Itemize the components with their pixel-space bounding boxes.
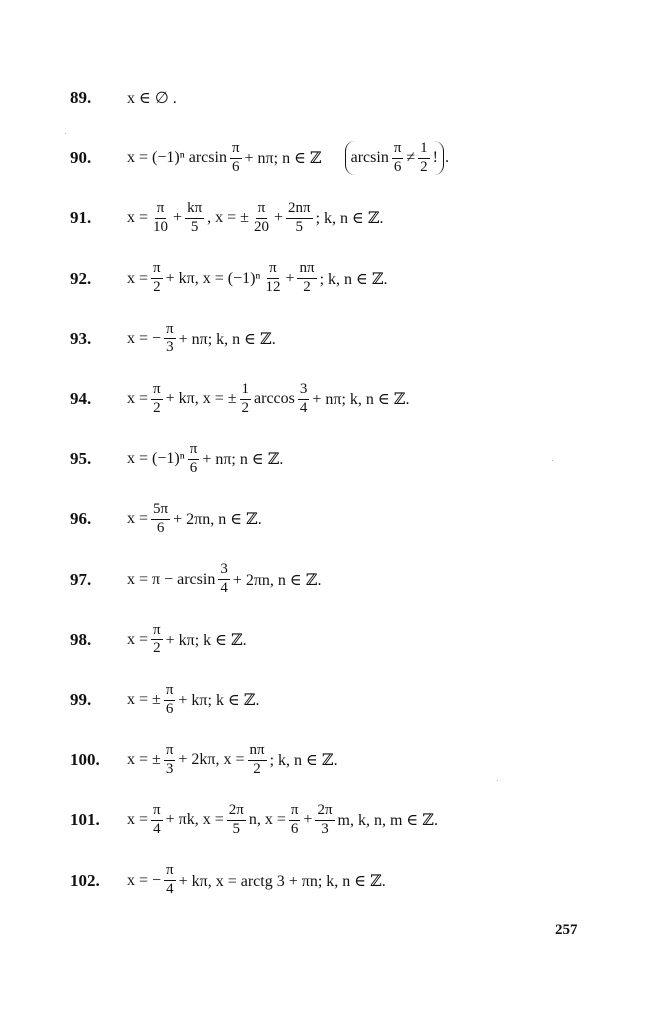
problem-number: 93. (70, 328, 92, 348)
fraction-denominator: 6 (231, 158, 240, 175)
problem-number: 101. (70, 810, 100, 830)
fraction-denominator: 2 (420, 158, 428, 175)
answer-formula (126, 141, 450, 176)
fraction (151, 803, 163, 838)
fraction (188, 442, 200, 477)
fraction-denominator: 3 (166, 339, 174, 356)
formula-text: + kπ; k ∈ ℤ. (178, 692, 260, 709)
formula-text: ≠ (406, 149, 416, 167)
fraction (298, 382, 310, 417)
formula-text: ; k, n ∈ ℤ. (319, 270, 388, 288)
formula-text: + nπ; k, n ∈ ℤ. (178, 330, 276, 348)
fraction-denominator: 20 (253, 218, 269, 235)
fraction (164, 683, 176, 718)
formula-text: + (173, 209, 183, 227)
problem-number: 102. (70, 870, 100, 890)
formula-text: + (285, 269, 295, 287)
answer-item (70, 198, 385, 238)
fraction (164, 743, 176, 778)
fraction (252, 201, 271, 236)
answer-formula (126, 322, 277, 357)
answer-formula (126, 88, 178, 108)
fraction-denominator: 4 (220, 580, 228, 597)
fraction-numerator: 1 (418, 141, 430, 159)
formula-text: x = (−1)ⁿ arcsin (127, 149, 227, 167)
fraction-numerator: π (392, 141, 404, 159)
answer-formula (126, 201, 385, 236)
fraction-denominator: 6 (189, 459, 198, 476)
fraction (218, 562, 230, 597)
scan-speck (65, 133, 66, 134)
fraction-numerator: π (164, 863, 176, 881)
fraction (164, 863, 176, 898)
fraction-denominator: 5 (232, 820, 241, 837)
problem-number: 90. (70, 148, 92, 168)
answer-item (70, 560, 322, 600)
fraction (392, 141, 404, 176)
answer-item (70, 680, 260, 720)
fraction-denominator: 2 (153, 279, 161, 296)
fraction (151, 382, 163, 417)
answer-item (70, 259, 389, 299)
fraction-denominator: 2 (153, 399, 161, 416)
fraction-denominator: 6 (393, 158, 402, 175)
fraction (286, 201, 313, 236)
fraction (240, 382, 252, 417)
fraction-denominator: 4 (299, 399, 308, 416)
fraction-denominator: 3 (321, 820, 329, 837)
answer-item (70, 319, 277, 359)
formula-text: x = − (127, 329, 162, 347)
problem-number: 100. (70, 750, 100, 770)
fraction (151, 201, 170, 236)
answer-formula (126, 623, 248, 658)
fraction-denominator: 10 (153, 218, 169, 235)
answer-item (70, 379, 410, 419)
fraction-denominator: 6 (290, 820, 299, 837)
scan-speck (552, 460, 553, 461)
fraction-numerator: π (164, 322, 176, 340)
fraction-numerator: π (151, 382, 163, 400)
fraction (297, 261, 316, 296)
fraction-numerator: π (151, 623, 163, 641)
fraction-numerator: 5π (151, 502, 170, 520)
fraction-numerator: kπ (185, 201, 204, 219)
fraction-denominator: 6 (156, 519, 165, 536)
fraction (263, 261, 282, 296)
formula-text: x = (127, 390, 149, 407)
answer-formula (126, 683, 260, 718)
formula-text: m, k, n, m ∈ ℤ. (337, 812, 438, 830)
answer-item (70, 861, 387, 901)
fraction-numerator: π (267, 261, 279, 279)
fraction-numerator: π (230, 141, 242, 159)
fraction-denominator: 12 (265, 279, 281, 296)
formula-text: x = (127, 510, 149, 528)
parenthetical-note (345, 141, 444, 176)
formula-text: x = (127, 269, 149, 287)
problem-number: 92. (70, 268, 92, 288)
formula-text: + nπ; n ∈ ℤ (244, 150, 322, 168)
fraction-denominator: 2 (153, 640, 161, 657)
answer-item (70, 439, 284, 479)
formula-text: x = ± (127, 691, 161, 708)
formula-text: + kπ, x = (−1)ⁿ (165, 269, 261, 287)
fraction (315, 803, 334, 838)
problem-number: 96. (70, 509, 92, 529)
formula-text: arcsin (350, 149, 389, 167)
fraction (289, 803, 301, 838)
fraction-denominator: 5 (295, 218, 304, 235)
formula-text: x = (127, 630, 149, 648)
problem-number: 97. (70, 569, 92, 589)
fraction-denominator: 2 (303, 279, 311, 296)
fraction-denominator: 3 (165, 760, 174, 777)
formula-text: + (303, 811, 313, 829)
formula-text: + 2πn, n ∈ ℤ. (232, 571, 322, 589)
scan-speck (497, 780, 498, 781)
formula-text: x = π − arcsin (127, 570, 216, 588)
problem-number: 89. (70, 88, 92, 107)
fraction-numerator: nπ (248, 743, 267, 761)
fraction-denominator: 4 (166, 881, 174, 898)
fraction-denominator: 4 (153, 820, 161, 837)
answer-formula (126, 863, 387, 898)
answer-formula (126, 261, 389, 296)
formula-text: ; k, n ∈ ℤ. (269, 752, 338, 770)
problem-number: 91. (70, 208, 92, 228)
problem-number: 98. (70, 629, 92, 649)
fraction (151, 261, 163, 296)
fraction-numerator: π (151, 803, 163, 821)
answer-formula (126, 502, 263, 537)
fraction (164, 322, 176, 357)
formula-text: + kπ; k ∈ ℤ. (165, 631, 247, 649)
formula-text: x ∈ ∅ . (127, 90, 177, 107)
problem-number: 99. (70, 690, 92, 709)
answer-formula (126, 442, 284, 477)
fraction-numerator: 2nπ (286, 201, 313, 219)
formula-text: , x = ± (207, 209, 249, 227)
answer-formula (126, 743, 339, 778)
fraction-denominator: 6 (165, 700, 174, 717)
fraction-numerator: π (164, 683, 176, 701)
fraction-numerator: π (289, 803, 301, 821)
formula-text: x = ± (127, 751, 161, 769)
fraction-numerator: π (155, 201, 167, 219)
answer-item (70, 800, 439, 840)
answer-item (70, 78, 178, 118)
fraction-numerator: 1 (240, 382, 252, 400)
formula-text: + kπ, x = arctg 3 + πn; k, n ∈ ℤ. (178, 872, 386, 890)
answer-item (70, 499, 263, 539)
fraction-numerator: 3 (218, 562, 230, 580)
formula-text: x = (127, 209, 149, 227)
answer-item (70, 740, 339, 780)
fraction-numerator: π (151, 261, 163, 279)
fraction (227, 803, 246, 838)
answer-item (70, 620, 248, 660)
fraction-numerator: 2π (315, 803, 334, 821)
page-number: 257 (555, 922, 578, 938)
formula-text: + πk, x = (165, 811, 224, 829)
answer-formula (126, 803, 439, 838)
answer-item (70, 138, 450, 178)
formula-text: + nπ; n ∈ ℤ. (202, 451, 284, 469)
formula-text: ! (432, 149, 438, 167)
formula-text: x = − (127, 871, 162, 889)
problem-number: 95. (70, 449, 92, 469)
formula-text: ; k, n ∈ ℤ. (315, 210, 384, 228)
formula-text: + (273, 209, 283, 227)
fraction-numerator: π (164, 743, 176, 761)
answer-formula (126, 382, 410, 417)
formula-text: + 2kπ, x = (178, 751, 245, 769)
formula-text: x = (−1)ⁿ (127, 450, 185, 468)
fraction (418, 141, 430, 176)
fraction-numerator: nπ (297, 261, 316, 279)
fraction (151, 623, 163, 658)
fraction-numerator: 2π (227, 803, 246, 821)
fraction (151, 502, 170, 537)
formula-text: + 2πn, n ∈ ℤ. (173, 511, 262, 529)
answer-formula (126, 562, 322, 597)
fraction (248, 743, 267, 778)
fraction-denominator: 5 (190, 218, 199, 235)
formula-text: + nπ; k, n ∈ ℤ. (312, 391, 410, 408)
fraction-denominator: 2 (241, 399, 250, 416)
fraction (230, 141, 242, 176)
fraction-numerator: π (188, 442, 200, 460)
problem-number: 94. (70, 389, 92, 408)
fraction-numerator: 3 (298, 382, 310, 400)
fraction-numerator: π (256, 201, 268, 219)
formula-text: . (445, 149, 449, 167)
formula-text: arccos (254, 390, 295, 407)
formula-text: x = (127, 811, 149, 829)
fraction-denominator: 2 (253, 760, 261, 777)
fraction (185, 201, 204, 236)
formula-text: + kπ, x = ± (165, 390, 237, 407)
formula-text: n, x = (248, 811, 286, 829)
